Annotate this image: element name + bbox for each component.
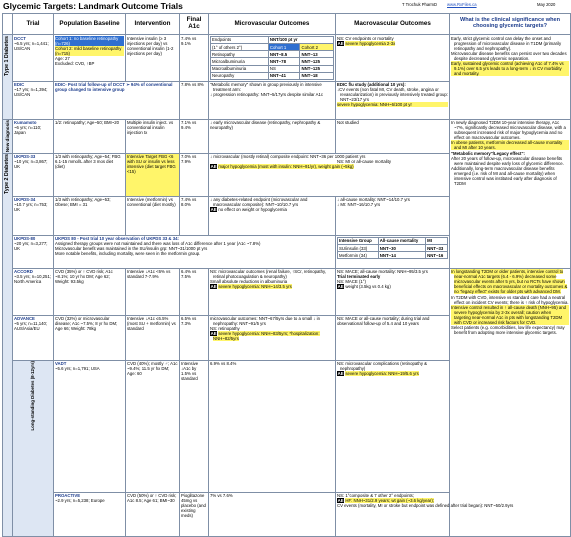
clinical-significance-t1: [450, 35, 571, 120]
trial-info: ~17 yrs; n=1,394; US/CAN: [14, 87, 48, 98]
final-a1c-cell: 7.0% vs 7.9%: [180, 153, 209, 196]
ukpds80-point: Assigned therapy groups were not maintained and there was loss of A1c difference after 1 year (A1c ~7.8%): [55, 241, 261, 247]
trial-cell: [13, 35, 54, 82]
microvascular-cell: [209, 268, 336, 315]
clinical-point: Intensive control resulted in ↑ all-cause death (NNH~95) and severe hypoglycemia by 2-3x overall; caution when targeting near-normal A1c in pts with longstanding T2DM with CVD or increased risk factors for CVD.: [451, 305, 569, 325]
mini-cell: NNT~14: [378, 252, 425, 259]
author-credit: T Trochuk PharmD: [402, 2, 438, 7]
ukpds80-legacy-cell: [336, 235, 450, 268]
trial-name: Kumamoto: [14, 120, 37, 126]
mini-cell: Microalbuminuria: [211, 58, 269, 65]
mini-cell: NNT~33: [426, 244, 448, 251]
final-a1c-cell: 7.1% vs 9.4%: [180, 119, 209, 153]
outcome-line: AE severe hypoglycemia: NNH~83/5yrs; *hospitalization: NNH~82/5yrs: [210, 331, 320, 342]
clinical-significance-t2-new: [450, 119, 571, 268]
final-a1c-cell: 7.8% vs 8%: [180, 81, 209, 119]
clinical-point: Select patients (e.g. comorbidities, low life expectancy) may benefit from adopting more intensive glycemic targets.: [451, 325, 565, 336]
outcome-line: AE major hypoglycemia (most with insulin: NNH~91/yr), weight gain (~5kg): [210, 164, 354, 170]
outcome-line: AE HF: NNH~31/2.9 years; wt gain (~3.6 kg/year);: [337, 498, 434, 504]
outcome-line: AE severe hypoglycemia: NNH~19/5.6 yrs: [337, 371, 419, 377]
outcome-line: NS: MACE (1°): [337, 279, 366, 285]
mini-cell: Metformin (34): [338, 252, 379, 259]
mini-cell: Endpoints: [211, 36, 269, 43]
outcome-line: AE severe hypoglycemia: NNH~14/3.5 yrs: [210, 284, 292, 290]
col-header-microvascular: Microvascular Outcomes: [209, 14, 336, 35]
population-cell: CVD (50%) or ↑ CVD risk; A1c 8.5; Age 61; BMI~30: [126, 492, 180, 536]
outcome-line: NS: MACE; all-cause mortality: NNH~95/3.5 yrs: [337, 269, 428, 275]
intervention-cell: Pioglitazone 45mg vs placebo (and existing meds): [180, 492, 209, 536]
trial-cell: [13, 81, 54, 119]
outcome-line: AE weight (3.5kg vs 0.4 kg): [337, 284, 391, 290]
mini-cell: MI: [426, 237, 448, 244]
mini-cell: Intensive Group: [338, 237, 379, 244]
trial-name: UKPDS-34: [14, 197, 36, 203]
trial-cell: [13, 235, 54, 268]
trial-cell: [54, 360, 126, 492]
website-link[interactable]: www.RxFiles.ca: [447, 2, 477, 7]
intervention-cell: Intensive insulin (≥ 3 injections per day) vs conventional insulin (1-2 injections per day): [126, 35, 180, 82]
microvascular-cell: [336, 360, 450, 492]
mini-cell: (1° of others 2°): [211, 44, 269, 51]
final-a1c-cell: 7% vs 7.6%: [209, 492, 336, 536]
adverse-event-badge: AE: [337, 40, 344, 46]
outcome-line: ↓CV events (non fatal MI, CV death, stroke, angina or revascularization) in previously intensively treated group: NNT~23/17 yrs: [337, 87, 448, 103]
clinical-point: Additionally, long-term macrovascular disease benefits emerged (i.e. risk of MI and all-cause mortality) when intensive control was instituted early after diagnosis of T2DM: [451, 166, 557, 187]
mini-cell: NNT~18: [300, 72, 334, 79]
macrovascular-cell: Not studied: [336, 119, 450, 153]
col-header-clinical-significance: What is the clinical significance when choosing glycemic targets?: [450, 14, 571, 35]
clinical-point: In T2DM with CVD, intensive vs standard care had a neutral effect on incident CV events; there is ↑ risk of hypoglycemia.: [451, 294, 569, 305]
trial-cell: [13, 268, 54, 315]
clinical-point: In longstanding T2DM or older patients, intensive control to near-normal A1c targets (6.4 - 6.9%) decreased some microvascular events after 5 yrs, but no RCTs have shown beneficial effects on macrovascular or mortality outcomes & no "legacy effect" exists for older pts with advanced DM.: [451, 269, 568, 295]
ukpds80-point: More notable benefits, including mortality, were seen in the metformin group.: [55, 251, 201, 257]
mini-cell: Cohort 2: [300, 44, 334, 51]
population-line: Age: 27: [55, 55, 70, 61]
trial-info: ~5 yrs; n=11,140; AUS/Asia/EU: [14, 321, 48, 332]
population-cell: CVD (32%) or microvascular disease; A1c ~7.5%; 8 yr hx DM; Age 66; Weight: 78kg: [54, 315, 126, 360]
outcome-line: AE no effect on weight or hypoglycemia: [210, 207, 287, 213]
dcct-micro-table: [210, 36, 334, 80]
adverse-event-badge: AE: [337, 498, 344, 504]
mini-cell: Retinopathy: [211, 51, 269, 58]
clinical-point: In newly diagnosed T2DM 10-year intensive therapy, A1c ~7%, significantly decreased microvascular disease, with a subsequent increased risk of major hypoglycemia and no effect on macrovascular outcomes.: [451, 120, 566, 141]
outcome-line: NS: microvascular complications (retinopathy & nephropathy): [337, 361, 428, 372]
mini-cell: Macroalbuminuria: [211, 65, 269, 72]
population-cell: 1/2: retinopathy; Age~50; BMI~20: [54, 119, 126, 153]
trial-cell: [13, 196, 54, 235]
group-label-longstanding: Long-standing Diabetes (8-12yrs): [13, 360, 54, 536]
trial-info: ~6 yrs; n=110; Japan: [14, 125, 42, 136]
clinical-point: Early, sustained glycemic control (achieving A1c of 7.4% vs 9.1%) over 6.5 yrs leads to a long-term ↓ in CV morbidity and mortality.: [451, 61, 569, 76]
trial-name: UKPDS-80: [14, 236, 36, 242]
mini-cell: Cohort 1: [268, 44, 300, 51]
col-header-population: Population Baseline: [54, 14, 126, 35]
col-header-intervention: Intervention: [126, 14, 180, 35]
ukpds80-heading: UKPDS 80 - Post trial 10 year observation of UKPDS 33 & 34:: [55, 236, 179, 242]
intervention-cell: Multiple insulin inject. vs conventional insulin injection tx: [126, 119, 180, 153]
clinical-point: In obese patients, metformin decreased all-cause mortality and MI after 10 years.: [451, 140, 569, 150]
outcome-line: NS: 1°composite & 7 other 2° endpoints;: [337, 493, 415, 499]
trial-info: ~5.6 yrs; n=1,791; USA: [55, 366, 100, 372]
outcome-line: NS: MI or all-cause mortality: [337, 159, 391, 165]
group-label-type2: Type 2 Diabetes: [3, 153, 13, 536]
final-a1c-cell: 6.9% vs 8.4%: [209, 360, 336, 492]
trial-info: ~10 yrs; n=3,867; UK: [14, 159, 48, 170]
col-header-final-a1c: Final A1c: [180, 14, 209, 35]
trial-info: ~3.5 yrs; n=10,251; North America: [14, 274, 52, 285]
trial-info: ~20 yrs; n=3,277; UK: [14, 241, 48, 252]
mini-cell: NNT~16: [426, 252, 448, 259]
mini-cell: NS: [268, 65, 300, 72]
population-cell: EDIC- Post trial follow-up of DCCT ➢ 94% of conventional group changed to intensive group: [54, 81, 180, 119]
outcome-line: ↓ all-cause mortality: NNT~14/10.7 yrs: [337, 197, 410, 203]
macrovascular-cell: [336, 196, 450, 235]
trial-name: PROACTIVE: [55, 493, 81, 499]
group-header: [3, 14, 13, 35]
ukpds80-point: Microvascular benefit was maintained in the SU/insulin grp: NNT~31/1000 pt yrs: [55, 246, 208, 252]
final-a1c-cell: 6.5% vs 7.3%: [180, 315, 209, 360]
macrovascular-cell: [336, 268, 450, 315]
trials-table: [2, 13, 571, 537]
outcome-line: ↓ microvascular (mostly retinal) composite endpoint: NNT~36 per 1000 patient yrs: [210, 154, 366, 160]
trial-cell: [13, 315, 54, 360]
outcome-line: ↓ MI: NNT~16/10.7 yrs: [337, 202, 381, 208]
adverse-event-badge: AE: [210, 284, 217, 290]
outcome-line: EDIC f/u study (additional 10 yrs):: [337, 82, 406, 88]
population-cell: CVD (40%); mostly ♂; A1c ~9.4%; 11.5 yr hx DM; Age: 60: [126, 360, 180, 492]
microvascular-cell: [209, 315, 336, 360]
clinical-point: After 20 years of follow-up, microvascular disease benefits were maintained despite early loss of glycemic difference.: [451, 155, 564, 166]
intervention-cell: Intensive Target FBG <6 with SU or insulin vs less intensive (diet target FBG <15): [126, 153, 180, 196]
page-title: Glycemic Targets: Landmark Outcome Trials: [3, 1, 183, 11]
ukpds80-summary-cell: [54, 235, 336, 268]
table-row: [3, 119, 571, 153]
mini-cell: NNT~41: [268, 72, 300, 79]
table-row: [3, 35, 571, 82]
table-header-row: [3, 14, 571, 35]
trial-cell: [54, 492, 126, 536]
outcome-line: microvascular outcomes: NNT~67/5yrs due to a small ↓ in nephropathy: NNT~91/5 yrs: [210, 316, 320, 327]
mini-cell: NNT~78: [268, 58, 300, 65]
macrovascular-cell: [336, 81, 450, 119]
outcome-line: NS: retinopathy: [210, 326, 240, 332]
mini-cell: NNT~125: [300, 58, 334, 65]
population-cell: CVD (35%) or ↑ CVD risk; A1c ~8.1%; 10 yr hx DM; Age 62; Weight: 93.5kg: [54, 268, 126, 315]
intervention-cell: Intensive (metformin) vs conventional (diet mostly): [126, 196, 180, 235]
outcomes-cell: [209, 153, 450, 196]
trial-name: ADVANCE: [14, 316, 35, 322]
intervention-cell: Intensive ↓A1c by 1.5% vs standard: [180, 360, 209, 492]
adverse-event-badge: AE: [210, 164, 217, 170]
mini-cell: All-cause mortality: [378, 237, 425, 244]
microvascular-cell: [209, 196, 336, 235]
microvascular-cell: [209, 81, 336, 119]
microvascular-cell: ↓ early microvascular disease (retinopathy, nephropathy & neuropathy): [209, 119, 336, 153]
outcomes-cell: [336, 492, 571, 536]
outcome-line: severe hypoglycemia: NNH~6/100 pt yr: [337, 102, 448, 107]
mini-cell: NNT/100 pt yr: [268, 36, 333, 43]
final-a1c-cell: 6.4% vs 7.5%: [180, 268, 209, 315]
clinical-point: Early, strict glycemic control can delay the onset and progression of microvascular disease in T1DM (primarily retinopathy and nephropathy).: [451, 35, 562, 51]
trial-name: DCCT: [14, 35, 26, 41]
population-line: Cohort 2: mild baseline retinopathy (n=715): [55, 46, 124, 56]
final-a1c-cell: 7.4% vs 8.0%: [180, 196, 209, 235]
outcome-line: Small absolute reductions in albuminuria: [210, 279, 288, 285]
trial-name: EDIC: [14, 82, 25, 88]
clinical-point: Microvascular disease benefits can persist over two decades despite decreased glycemic separation.: [451, 50, 567, 61]
microvascular-cell: [209, 35, 336, 82]
group-label-type1: Type 1 Diabetes: [3, 35, 13, 120]
final-a1c-cell: 7.4% vs 9.1%: [180, 35, 209, 82]
trial-cell: [13, 153, 54, 196]
adverse-event-badge: AE: [337, 284, 344, 290]
population-cell: 1/3 with retinopathy; Age~54; FBG 6.1-15 mmol/L after 3 mos diet (diet): [54, 153, 126, 196]
population-cell: 1/3 with retinopathy; Age~53; Obese; BMI = 31: [54, 196, 126, 235]
col-header-trial: Trial: [13, 14, 54, 35]
mini-cell: Neuropathy: [211, 72, 269, 79]
legacy-effect-table: [337, 237, 448, 260]
trial-name: VADT: [55, 361, 67, 367]
outcome-line: NS: CV endpoints or mortality: [337, 35, 394, 41]
mini-cell: SU/insulin (33): [338, 244, 379, 251]
macrovascular-cell: NS: MACE or all-cause mortality; during trial and observational follow-up of 5.4 and 10 years: [336, 315, 450, 360]
trial-cell: [13, 119, 54, 153]
intervention-cell: Intensive ↓A1c ≤6.5% (most SU + metformin) vs standard: [126, 315, 180, 360]
outcome-line: ↓ progression retinopathy: NNT~5/17yrs despite similar A1c: [210, 92, 324, 98]
population-cell: [54, 35, 126, 82]
trial-name: UKPDS-33: [14, 154, 36, 160]
page-header: [0, 0, 571, 13]
col-header-macrovascular: Macrovascular Outcomes: [336, 14, 450, 35]
outcome-line: "Metabolic memory" shown in group previously in intensive treatment arm:: [210, 82, 322, 93]
outcome-line: AE severe hypoglycemia 2-3x: [337, 40, 396, 46]
publication-date: May 2020: [537, 2, 556, 7]
mini-cell: NNT~30: [378, 244, 425, 251]
trial-name: ACCORD: [14, 269, 33, 275]
clinical-point: "Metabolic memory"/Legacy effect":: [451, 150, 525, 156]
adverse-event-badge: AE: [210, 207, 217, 213]
mini-cell: NNT~13: [300, 51, 334, 58]
table-row: [3, 492, 571, 536]
mini-cell: NNT~8.5: [268, 51, 300, 58]
trial-info: ~2.9 yrs; n=5,238; Europe: [55, 498, 105, 504]
macrovascular-cell: [336, 35, 450, 82]
adverse-event-badge: AE: [210, 331, 217, 337]
adverse-event-badge: AE: [337, 371, 344, 377]
population-line: Excluded: CVD, ↑BP: [55, 60, 95, 66]
outcome-line: NS: microvascular outcomes (renal failure, ↑SCr, retinopathy, retinal photocoagulation & neuropathy): [210, 269, 326, 280]
population-line: Cohort 1: no baseline retinopathy (n=726): [55, 36, 124, 46]
trial-info: ~10.7 yrs; n=753; UK: [14, 202, 48, 213]
trial-info: ~6.5 yrs; n=1,441; US/CAN: [14, 40, 49, 51]
intervention-cell: Intensive ↓A1c <6% vs standard 7-7.9%: [126, 268, 180, 315]
table-row: [3, 268, 571, 315]
mini-cell: NNT~125: [300, 65, 334, 72]
outcome-line: Trial terminated early: [337, 274, 381, 280]
outcome-line: ↓ any diabetes-related endpoint (microvascular and macrovascular composite): NNT~10/10.7 yrs: [210, 197, 308, 208]
group-label-new: New diagnosis: [3, 119, 13, 153]
outcome-line: CV events (mortality, MI or stroke but endpoint was defined after trial began): NNT~50/2.9yrs: [337, 503, 514, 509]
